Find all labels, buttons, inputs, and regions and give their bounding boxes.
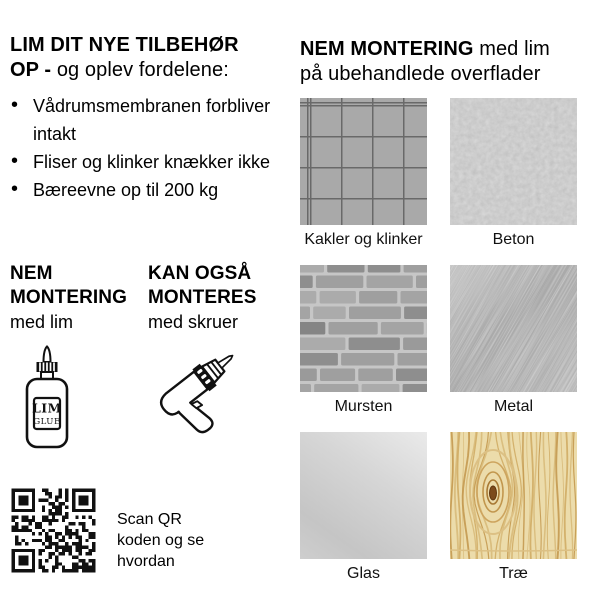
benefit-item: • Fliser og klinker knækker ikke	[10, 148, 282, 176]
surface-label: Træ	[499, 565, 528, 582]
benefit-item: • Vådrumsmembranen forbliver intakt	[10, 92, 282, 148]
surfaces-title	[300, 37, 585, 87]
wood-texture-svg	[450, 432, 577, 559]
mounting-methods	[10, 262, 286, 449]
page-title-bold-line2: OP -	[10, 59, 52, 82]
surface-wood	[450, 432, 577, 583]
surface-label: Kakler og klinker	[304, 231, 423, 248]
screw-method-subtitle: med skruer	[148, 312, 239, 332]
qr-caption: Scan QR koden og se hvordan	[117, 511, 205, 570]
screw-method-title: KAN OGSÅ MONTERES	[148, 263, 257, 308]
surface-label: Metal	[493, 398, 534, 415]
benefit-item: • Bæreevne op til 200 kg	[10, 176, 282, 204]
surface-brick	[300, 265, 427, 416]
glue-method	[10, 262, 148, 449]
glass-texture	[300, 432, 427, 559]
surface-label: Mursten	[334, 398, 393, 415]
surfaces-title-line2: på ubehandlede overflader	[300, 62, 541, 85]
surface-label: Glas	[347, 565, 380, 582]
screw-method	[148, 262, 286, 449]
page-title-regular: og oplev fordelene:	[56, 59, 229, 82]
concrete-texture-svg	[450, 98, 577, 225]
surface-tiles	[300, 98, 427, 249]
bottle-label-glue: GLUE	[33, 417, 61, 427]
glue-bottle-icon	[18, 343, 76, 449]
surface-glass	[300, 432, 427, 583]
page-title-bold-line1: LIM DIT NYE TILBEHØR	[10, 34, 239, 57]
surfaces-title-regular: med lim	[479, 37, 550, 60]
surface-concrete	[450, 98, 577, 249]
qr-section	[10, 487, 204, 574]
tiles-texture	[300, 98, 427, 225]
glue-method-subtitle: med lim	[10, 312, 74, 332]
glue-method-title: NEM MONTERING	[10, 263, 128, 308]
surface-label: Beton	[492, 231, 535, 248]
metal-texture-svg	[450, 265, 577, 392]
qr-code-svg	[10, 487, 97, 574]
benefits-list	[10, 92, 282, 204]
brick-texture-svg	[300, 265, 427, 392]
bottle-label-lim: LIM	[32, 400, 62, 416]
drill-icon	[148, 338, 244, 438]
surfaces-title-bold: NEM MONTERING	[300, 37, 474, 60]
page-title	[10, 33, 290, 83]
surface-grid	[300, 98, 577, 583]
surface-metal	[450, 265, 577, 416]
